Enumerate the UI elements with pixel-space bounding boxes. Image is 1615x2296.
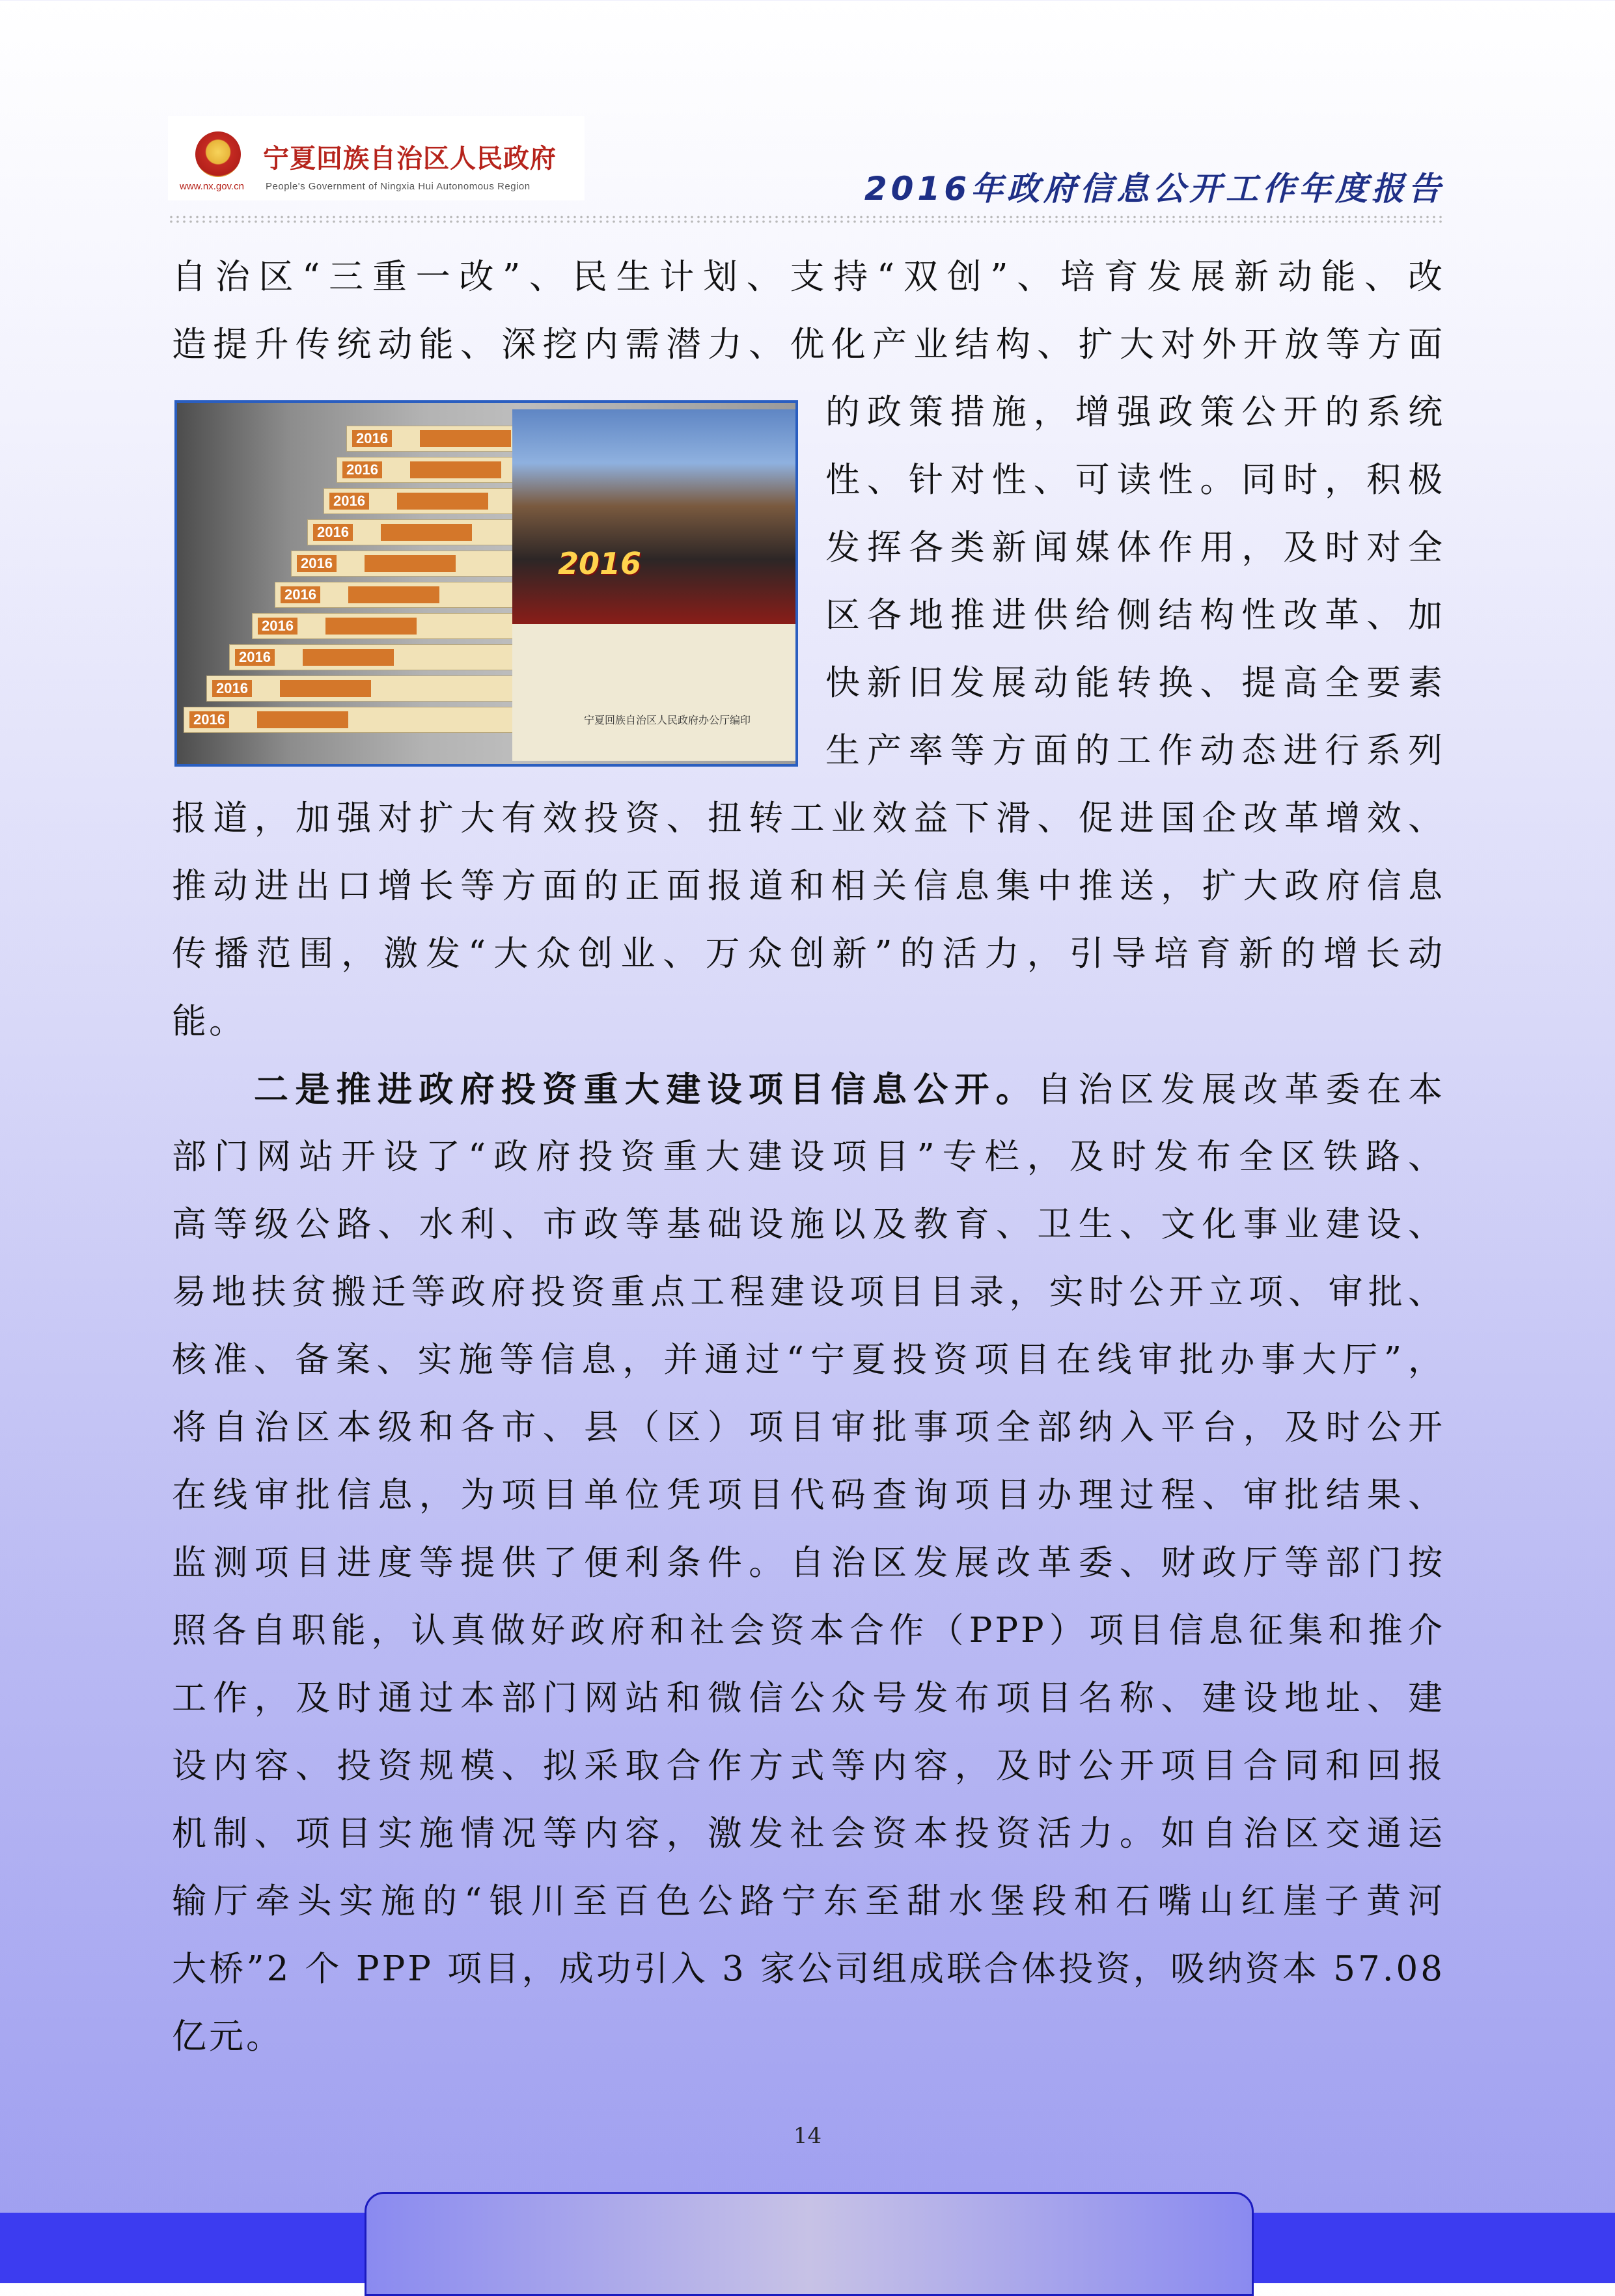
- text-line: 设内容、投资规模、拟采取合作方式等内容，及时公开项目合同和回报: [172, 1746, 1445, 1786]
- text-line: 自治区“三重一改”、民生计划、支持“双创”、培育发展新动能、改: [172, 257, 1445, 297]
- book-spine: 2016: [307, 519, 516, 545]
- text-line: 工作，及时通过本部门网站和微信公众号发布项目名称、建设地址、建: [172, 1678, 1445, 1718]
- text-line: 传播范围，激发“大众创业、万众创新”的活力，引导培育新的增长动: [172, 934, 1445, 974]
- book-spine: 2016: [324, 488, 516, 514]
- book-cover: [512, 409, 795, 761]
- text-line: 快新旧发展动能转换、提高全要素: [825, 663, 1445, 703]
- text-span: 自治区发展改革委在本: [1037, 1070, 1446, 1110]
- text-line: 机制、项目实施情况等内容，激发社会资本投资活力。如自治区交通运: [172, 1814, 1445, 1853]
- footer-band-left: [0, 2213, 365, 2283]
- book-spine: 2016: [337, 457, 516, 483]
- text-line: 报道，加强对扩大有效投资、扭转工业效益下滑、促进国企改革增效、: [172, 799, 1445, 838]
- book-stack-photo: [174, 400, 798, 767]
- book-spine: 2016: [346, 426, 516, 452]
- cover-photo: [512, 409, 795, 624]
- text-line: 性、针对性、可读性。同时，积极: [825, 460, 1445, 500]
- text-line: 在线审批信息，为项目单位凭项目代码查询项目办理过程、审批结果、: [172, 1475, 1445, 1515]
- text-line: 将自治区本级和各市、县（区）项目审批事项全部纳入平台，及时公开: [172, 1408, 1445, 1447]
- text-line: 核准、备案、实施等信息，并通过“宁夏投资项目在线审批办事大厅”，: [172, 1340, 1445, 1380]
- text-line: 的政策措施，增强政策公开的系统: [825, 392, 1445, 432]
- book-spine: 2016: [252, 613, 516, 639]
- national-emblem-icon: [195, 131, 241, 177]
- cover-title: 2016: [558, 546, 642, 581]
- text-line: 易地扶贫搬迁等政府投资重点工程建设项目目录，实时公开立项、审批、: [172, 1272, 1445, 1312]
- text-line: 照各自职能，认真做好政府和社会资本合作（PPP）项目信息征集和推介: [172, 1611, 1445, 1650]
- page-number: 14: [793, 2123, 822, 2149]
- text-line: 输厅牵头实施的“银川至百色公路宁东至甜水堡段和石嘴山红崖子黄河: [172, 1881, 1445, 1921]
- logo-english-name: People's Government of Ningxia Hui Autonomous Region: [266, 181, 531, 192]
- logo-url: www.nx.gov.cn: [180, 181, 244, 192]
- book-spine: 2016: [291, 551, 516, 577]
- government-logo: [168, 116, 585, 200]
- text-line: 发挥各类新闻媒体作用，及时对全: [825, 528, 1445, 567]
- text-line: 区各地推进供给侧结构性改革、加: [825, 595, 1445, 635]
- header-divider: [168, 215, 1444, 224]
- footer-center-panel: [365, 2192, 1254, 2296]
- text-line: 高等级公路、水利、市政等基础设施以及教育、卫生、文化事业建设、: [172, 1205, 1445, 1244]
- text-line: 大桥”2 个 PPP 项目，成功引入 3 家公司组成联合体投资，吸纳资本 57.08: [172, 1949, 1445, 1989]
- footer-band-right: [1254, 2213, 1615, 2283]
- logo-chinese-name: 宁夏回族自治区人民政府: [263, 144, 557, 174]
- paragraph-heading-line: [172, 1056, 1445, 1124]
- text-line: 造提升传统动能、深挖内需潜力、优化产业结构、扩大对外开放等方面: [172, 325, 1445, 364]
- text-line: 能。: [172, 1002, 246, 1041]
- text-line: 部门网站开设了“政府投资重大建设项目”专栏，及时发布全区铁路、: [172, 1137, 1445, 1177]
- book-spine: 2016: [206, 676, 516, 702]
- text-line: 推动进出口增长等方面的正面报道和相关信息集中推送，扩大政府信息: [172, 866, 1445, 906]
- book-spine: 2016: [184, 707, 516, 733]
- paragraph-bold-heading: 二是推进政府投资重大建设项目信息公开。: [254, 1069, 1038, 1110]
- text-line: 监测项目进度等提供了便利条件。自治区发展改革委、财政厅等部门按: [172, 1543, 1445, 1583]
- book-spine: 2016: [275, 582, 516, 608]
- text-line: 亿元。: [172, 2017, 283, 2057]
- book-spine: 2016: [229, 644, 516, 670]
- report-title: 2016年政府信息公开工作年度报告: [864, 170, 1444, 208]
- text-line: 生产率等方面的工作动态进行系列: [825, 731, 1445, 771]
- cover-subtitle: 宁夏回族自治区人民政府办公厅编印: [584, 714, 751, 726]
